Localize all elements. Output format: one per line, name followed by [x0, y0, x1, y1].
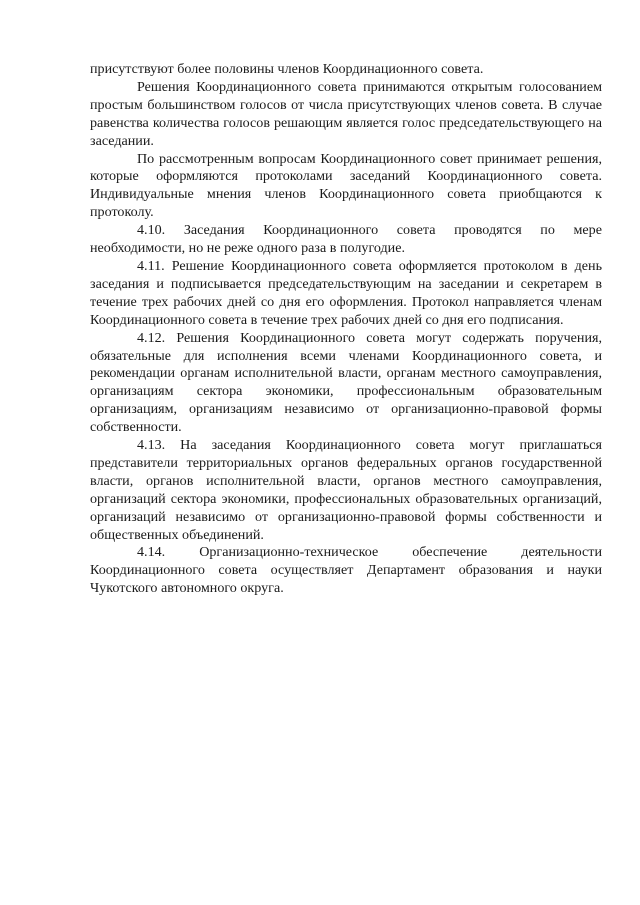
- paragraph-voting: Решения Координационного совета принимаются открытым голосованием простым большинством голосов от числа присутствующих членов совета. В случае равенства количества голосов решающим является голос председательствующего на заседании.: [90, 78, 602, 149]
- paragraph-continuation: присутствуют более половины членов Координационного совета.: [90, 61, 484, 77]
- paragraph-decisions: По рассмотренным вопросам Координационного совет принимает решения, которые оформляются протоколами заседаний Координационного совета. Индивидуальные мнения членов Координационного совета приобщаются к протоколу.: [90, 150, 602, 221]
- paragraph-4-10: 4.10. Заседания Координационного совета проводятся по мере необходимости, но не реже одного раза в полугодие.: [90, 222, 602, 257]
- paragraph-4-12: 4.12. Решения Координационного совета могут содержать поручения, обязательные для исполнения всеми членами Координационного совета, и рекомендации органам исполнительной власти, органам местного самоуправления, организациям сектора экономики, профессиональным образовательным организациям, организациям независимо от организационно-правовой формы собственности.: [90, 329, 602, 436]
- paragraph-4-14: 4.14. Организационно-техническое обеспечение деятельности Координационного совета осуществляет Департамент образования и науки Чукотского автономного округа.: [90, 544, 602, 597]
- document-page: [90, 61, 602, 598]
- paragraph-4-11: 4.11. Решение Координационного совета оформляется протоколом в день заседания и подписывается председательствующим на заседании и секретарем в течение трех рабочих дней со дня его оформления. Протокол направляется членам Координационного совета в течение трех рабочих дней со дня его подписания.: [90, 257, 602, 328]
- paragraph-4-13: 4.13. На заседания Координационного совета могут приглашаться представители территориальных органов федеральных органов государственной власти, органов исполнительной власти, органов местного самоуправления, организаций сектора экономики, профессиональных образовательных организаций, организаций независимо от организационно-правовой формы собственности и общественных объединений.: [90, 437, 602, 543]
